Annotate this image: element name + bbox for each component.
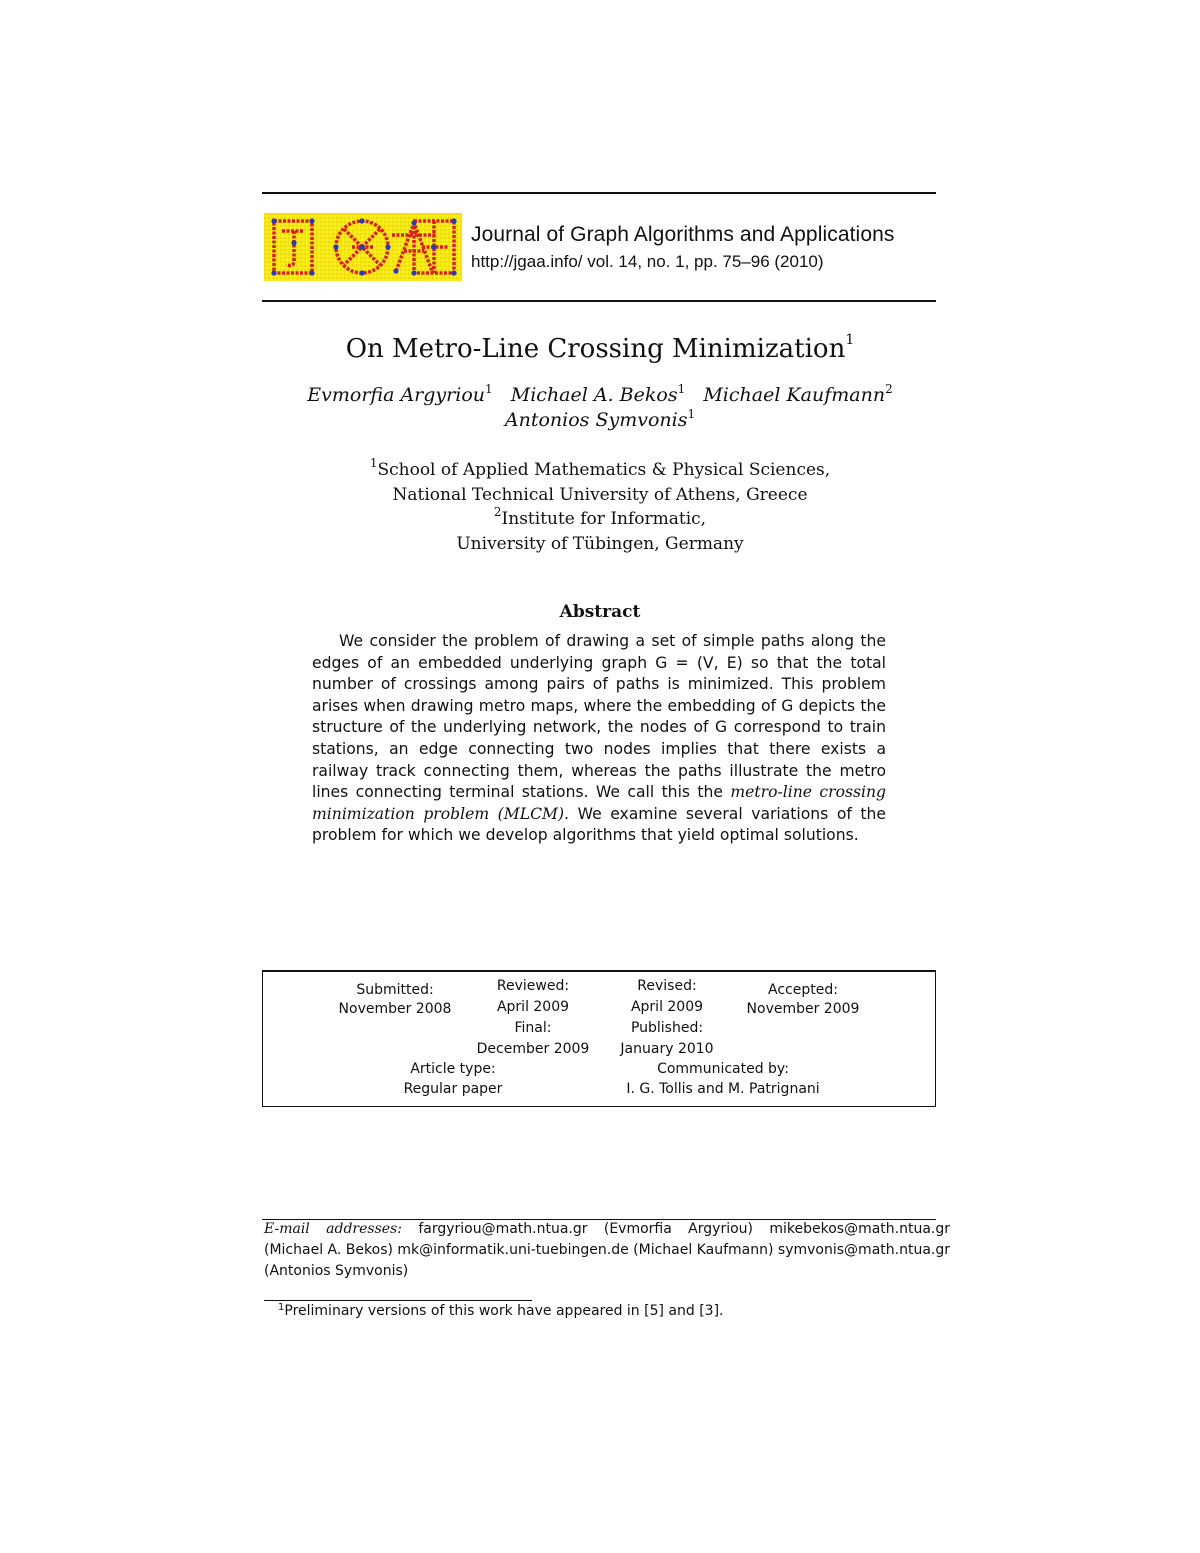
author-mark: 1 [485, 382, 493, 396]
published-label: Published: [630, 1020, 704, 1036]
author-mark: 1 [687, 407, 696, 421]
submitted-value: November 2008 [338, 1001, 452, 1017]
final-value: December 2009 [476, 1041, 590, 1057]
article-type-value: Regular paper [403, 1081, 503, 1097]
abstract-term: metro-line crossing minimization problem (MLCM). [312, 783, 886, 823]
abstract-text: We examine several variations of the problem for which we develop algorithms that yield optimal solutions. [312, 804, 886, 845]
communicated-label: Communicated by: [657, 1061, 789, 1077]
published-value: January 2010 [620, 1041, 714, 1057]
email-addresses [264, 1219, 950, 1282]
author-mark: 1 [677, 382, 686, 396]
author-name: Michael A. Bekos [510, 384, 678, 406]
footnote-short-rule [264, 1300, 532, 1301]
author-name: Michael Kaufmann [703, 384, 886, 406]
communicated-value: I. G. Tollis and M. Patrignani [626, 1081, 820, 1097]
submitted-label: Submitted: [356, 982, 434, 998]
accepted-label: Accepted: [768, 982, 838, 998]
author-mark: 2 [885, 382, 893, 396]
authors-line-2 [0, 409, 1200, 431]
abstract-heading: Abstract [559, 602, 641, 622]
journal-info: http://jgaa.info/ vol. 14, no. 1, pp. 75–96 (2010) [471, 252, 824, 271]
affiliation-text: Institute for Informatic, [501, 509, 707, 529]
abstract-paragraph [312, 631, 886, 847]
journal-logo [264, 213, 462, 281]
footnote-text: Preliminary versions of this work have appeared in [5] and [3]. [284, 1303, 724, 1319]
footnote-mark: 1 [278, 1302, 285, 1313]
revised-value: April 2009 [630, 999, 704, 1015]
final-label: Final: [514, 1020, 552, 1036]
paper-title [0, 334, 1200, 364]
authors-line-1 [0, 384, 1200, 406]
reviewed-value: April 2009 [496, 999, 570, 1015]
affiliation-1-line-1 [0, 456, 1200, 480]
header-top-rule [262, 192, 936, 194]
email-label: E-mail addresses: [264, 1221, 402, 1237]
reviewed-label: Reviewed: [496, 978, 570, 994]
accepted-value: November 2009 [746, 1001, 860, 1017]
paper-title-text: On Metro-Line Crossing Minimization [345, 334, 846, 364]
abstract-body [312, 631, 886, 847]
affiliation-1-line-2: National Technical University of Athens, Greece [392, 485, 808, 505]
affiliation-mark: 1 [369, 456, 378, 470]
article-type-label: Article type: [410, 1061, 496, 1077]
revised-label: Revised: [637, 978, 697, 994]
affiliation-2-line-2: University of Tübingen, Germany [456, 534, 744, 554]
title-footnote-mark: 1 [845, 332, 855, 348]
affiliation-text: School of Applied Mathematics & Physical Sciences, [377, 460, 831, 480]
header-bottom-rule [262, 300, 936, 302]
footnote-1 [278, 1303, 723, 1319]
journal-name: Journal of Graph Algorithms and Applications [471, 223, 895, 246]
affiliation-2-line-1 [0, 505, 1200, 529]
author-name: Evmorfia Argyriou [307, 384, 485, 406]
author-name: Antonios Symvonis [504, 409, 688, 431]
submission-box [262, 970, 936, 1107]
abstract-text: We consider the problem of drawing a set of simple paths along the edges of an embedded underlying graph G = (V, E) so that the total number of crossings among pairs of paths is minimized. This problem arises when drawing metro maps, where the embedding of G depicts the structure of the underlying network, the nodes of G correspond to train stations, an edge connecting two nodes implies that there exists a railway track connecting them, whereas the paths illustrate the metro lines connecting terminal stations. We call this the [312, 632, 886, 802]
affiliation-mark: 2 [493, 505, 502, 519]
email-list: fargyriou@math.ntua.gr (Evmorfia Argyriou) mikebekos@math.ntua.gr (Michael A. Bekos) mk@informatik.uni-tuebingen.de (Michael Kaufmann) symvonis@math.ntua.gr (Antonios Symvonis) [264, 1221, 950, 1279]
